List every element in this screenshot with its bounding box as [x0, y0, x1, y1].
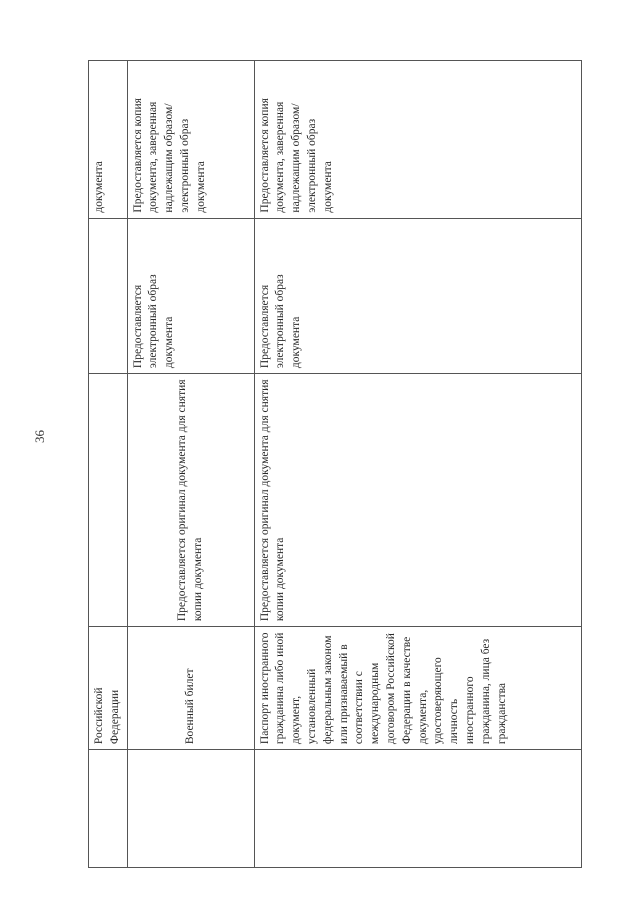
cell-requirement-electronic: Предоставляется электронный образ документа [127, 218, 254, 374]
cell-header-col2: Российской Федерации [89, 627, 128, 750]
page-number: 36 [32, 430, 47, 443]
table-row [127, 61, 254, 868]
cell-header-col6: документа [89, 61, 128, 219]
cell-empty [89, 218, 128, 374]
cell-requirement-copy: Предоставляется копия документа, заверенная надлежащим образом/электронный образ документа [127, 61, 254, 219]
cell-empty [89, 750, 128, 868]
cell-requirement-original: Предоставляется оригинал документа для снятия копии документа [127, 374, 254, 627]
cell-requirement-electronic: Предоставляется электронный образ документа [254, 218, 581, 374]
cell-empty [89, 374, 128, 627]
cell-empty [254, 750, 581, 868]
rotated-table-container [88, 60, 568, 868]
cell-document-name: Паспорт иностранного гражданина либо иной документ, установленный федеральным законом или признаваемый в соответствии с международным договором Российской Федерации в качестве документа, удостоверяющего личность иностранного гражданина, лица без гражданства [254, 627, 581, 750]
cell-empty [127, 750, 254, 868]
table-row [254, 61, 581, 868]
table-row-header [89, 61, 128, 868]
cell-requirement-original: Предоставляется оригинал документа для снятия копии документа [254, 374, 581, 627]
cell-requirement-copy: Предоставляется копия документа, заверенная надлежащим образом/электронный образ документа [254, 61, 581, 219]
cell-document-name: Военный билет [127, 627, 254, 750]
documents-table [88, 60, 582, 868]
